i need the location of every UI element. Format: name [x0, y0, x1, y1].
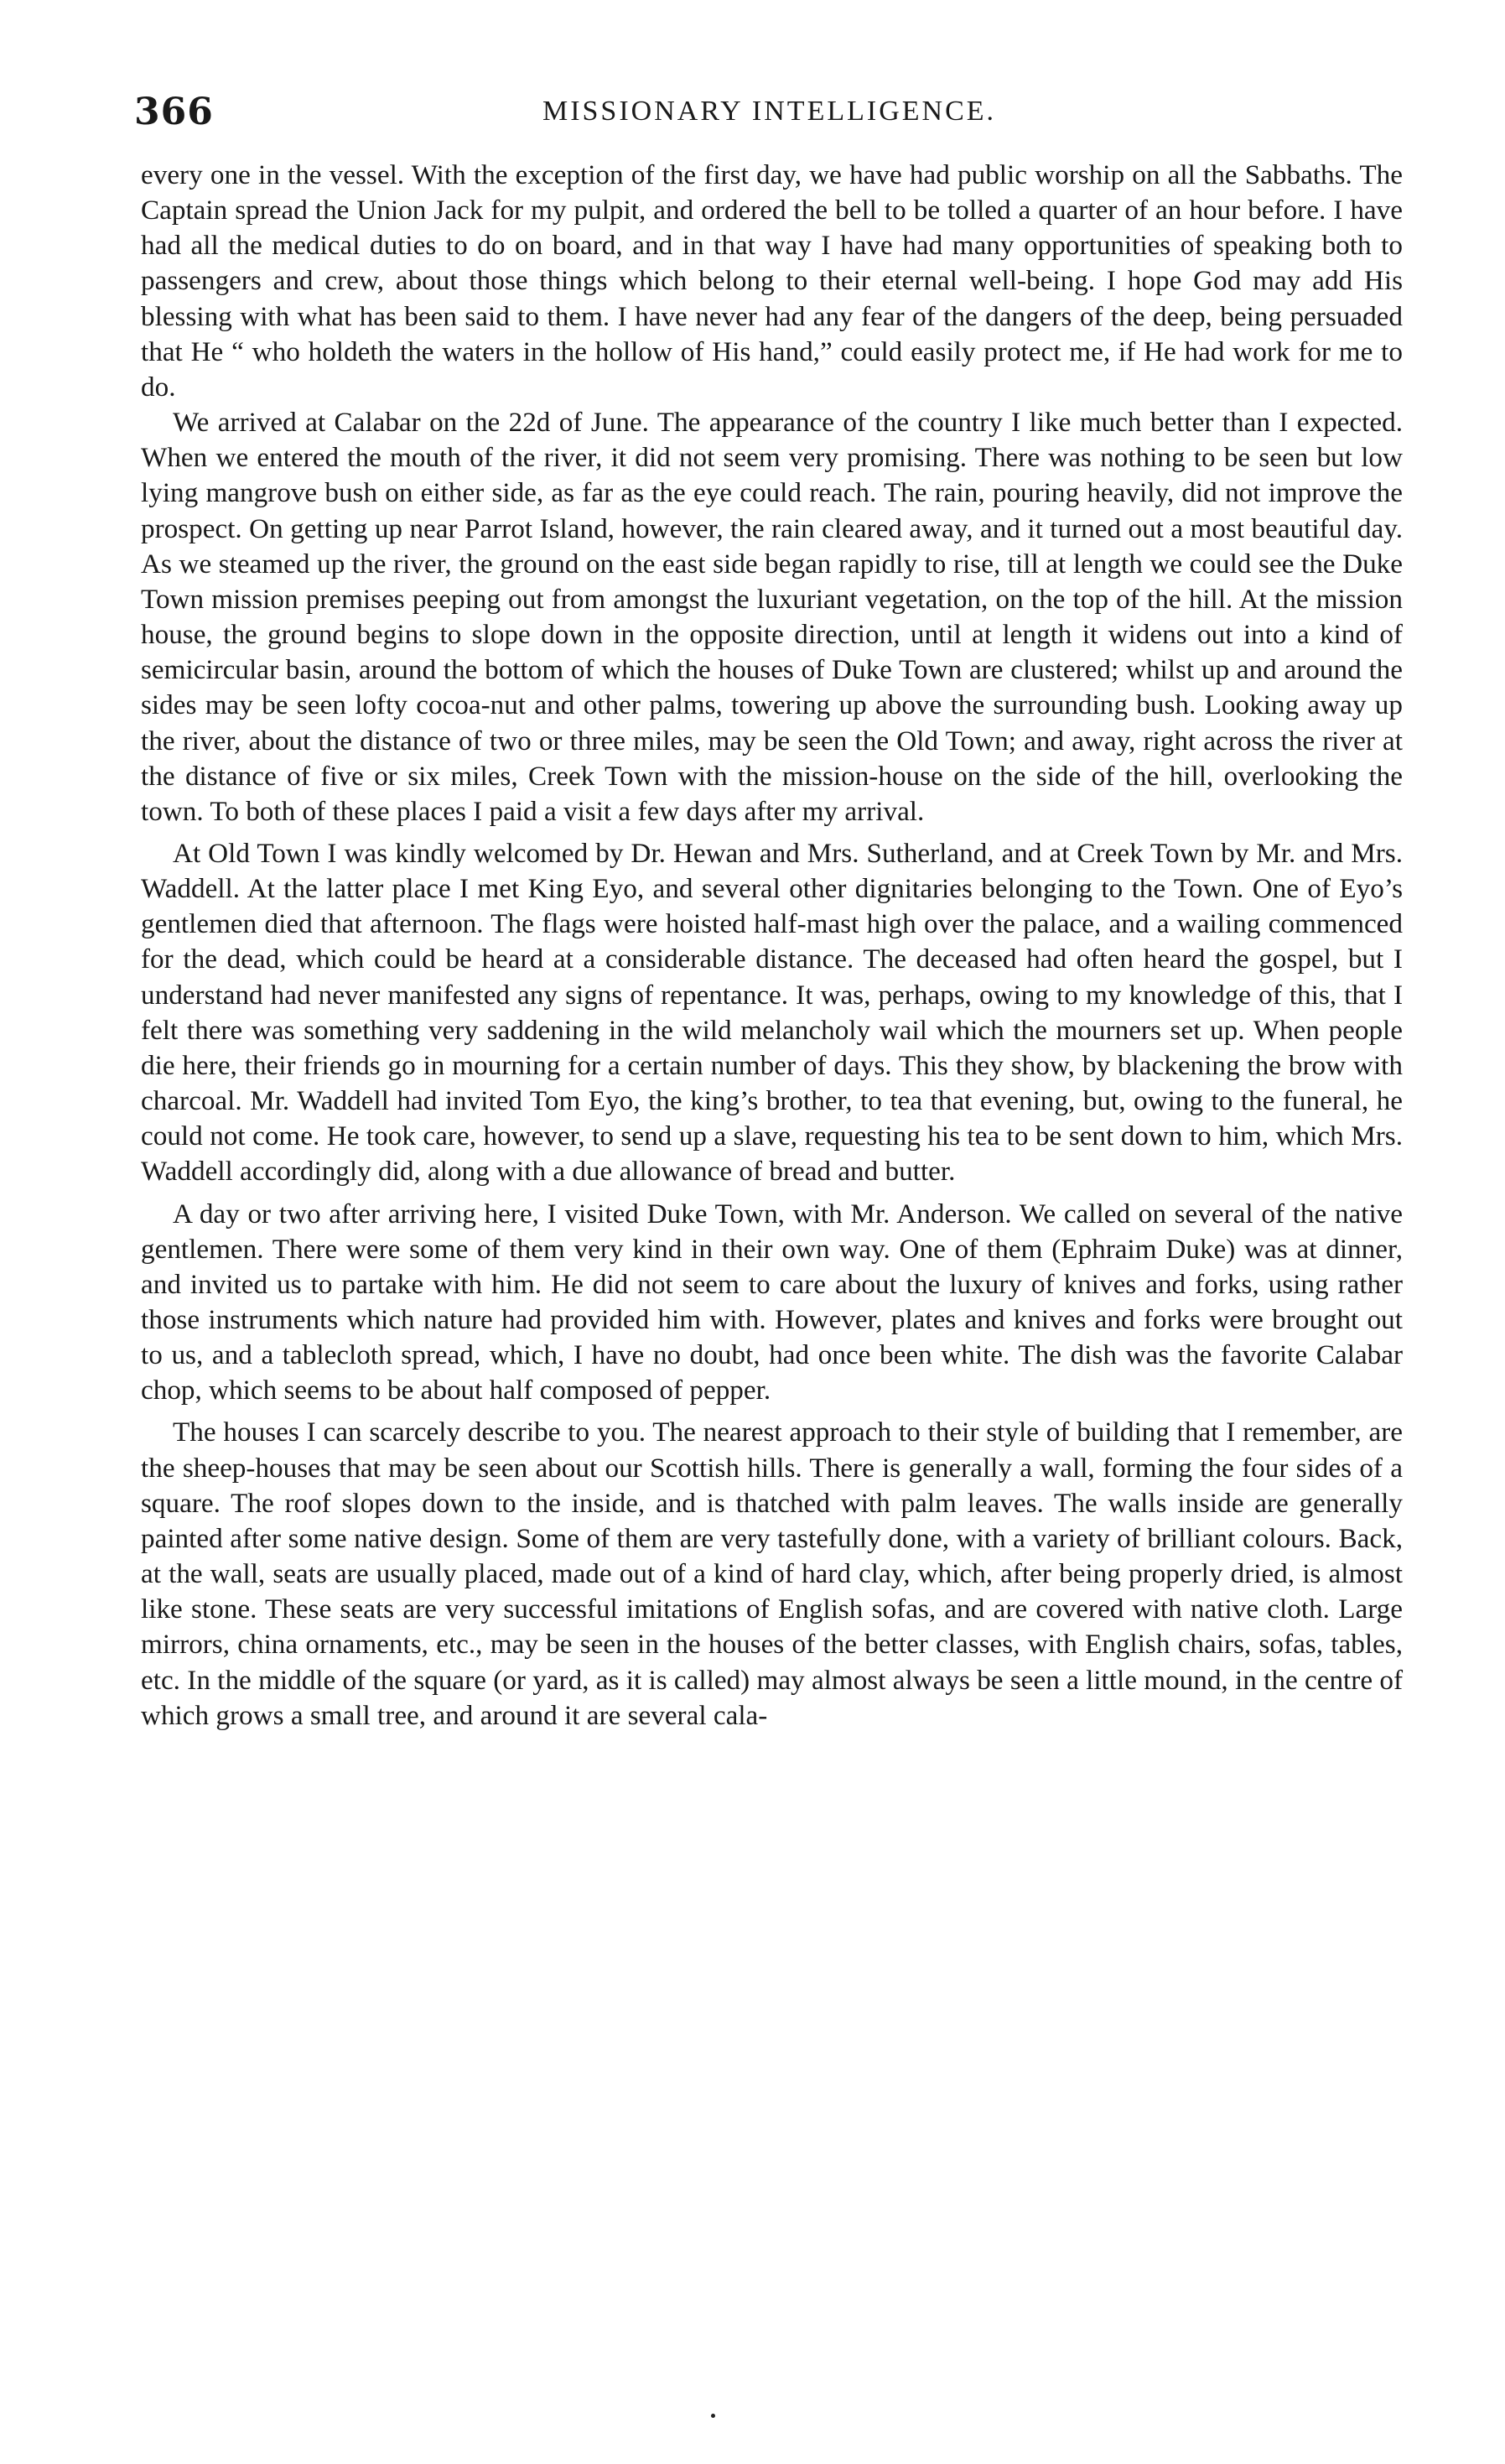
article-body — [141, 158, 1403, 1734]
paragraph-houses: The houses I can scarcely describe to you. The nearest approach to their style of building that I remember, are the sheep-houses that may be seen about our Scottish hills. There is generally a wall, forming the four sides of a square. The roof slopes down to the inside, and is thatched with palm leaves. The walls inside are generally painted after some native design. Some of them are very tastefully done, with a variety of brilliant colours. Back, at the wall, seats are usually placed, made out of a kind of hard clay, which, after being properly dried, is almost like stone. These seats are very successful imitations of English sofas, and are covered with native cloth. Large mirrors, china ornaments, etc., may be seen in the houses of the better classes, with English chairs, sofas, tables, etc. In the middle of the square (or yard, as it is called) may almost always be seen a little mound, in the centre of which grows a small tree, and around it are several cala- — [141, 1417, 1403, 1731]
paragraph-arrival-calabar: We arrived at Calabar on the 22d of June. The appearance of the country I like much better than I expected. When we entered the mouth of the river, it did not seem very promising. There was nothing to be seen but low lying mangrove bush on either side, as far as the eye could reach. The rain, pouring heavily, did not improve the prospect. On getting up near Parrot Island, however, the rain cleared away, and it turned out a most beautiful day. As we steamed up the river, the ground on the east side began rapidly to rise, till at length we could see the Duke Town mission premises peeping out from amongst the luxuriant vegetation, on the top of the hill. At the mission house, the ground begins to slope down in the opposite direction, until at length it widens out into a kind of semicircular basin, around the bottom of which the houses of Duke Town are clustered; whilst up and around the sides may be seen lofty cocoa-nut and other palms, towering up above the surrounding bush. Looking away up the river, about the distance of two or three miles, may be seen the Old Town; and away, right across the river at the distance of five or six miles, Creek Town with the mission-house on the side of the hill, overlooking the town. To both of these places I paid a visit a few days after my arrival. — [141, 407, 1403, 827]
print-speck — [711, 2414, 715, 2418]
running-head — [134, 91, 1404, 138]
journal-title: MISSIONARY INTELLIGENCE. — [542, 96, 997, 127]
paragraph-old-town-creek-town: At Old Town I was kindly welcomed by Dr. Hewan and Mrs. Sutherland, and at Creek Town by Mr. and Mrs. Waddell. At the latter place I met King Eyo, and several other dignitaries belonging to the Town. One of Eyo’s gentlemen died that afternoon. The flags were hoisted half-mast high over the palace, and a wailing commenced for the dead, which could be heard at a considerable distance. The deceased had often heard the gospel, but I understand had never manifested any signs of repentance. It was, perhaps, owing to my knowledge of this, that I felt there was something very saddening in the wild melancholy wail which the mourners set up. When people die here, their friends go in mourning for a certain number of days. This they show, by blackening the brow with charcoal. Mr. Waddell had invited Tom Eyo, the king’s brother, to tea that evening, but, owing to the funeral, he could not come. He took care, however, to send up a slave, requesting his tea to be sent down to him, which Mrs. Waddell accordingly did, along with a due allowance of bread and butter. — [141, 837, 1403, 1188]
paragraph-voyage-worship: every one in the vessel. With the exception of the first day, we have had public worship on all the Sabbaths. The Captain spread the Union Jack for my pulpit, and ordered the bell to be tolled a quarter of an hour before. I have had all the medical duties to do on board, and in that way I have had many opportunities of speaking both to passengers and crew, about those things which belong to their eternal well-being. I hope God may add His blessing with what has been said to them. I have never had any fear of the dangers of the deep, being persuaded that He “ who holdeth the waters in the hollow of His hand,” could easily protect me, if He had work for me to do. — [141, 159, 1403, 403]
page-number: 366 — [134, 91, 214, 133]
paragraph-duke-town-visit: A day or two after arriving here, I visited Duke Town, with Mr. Anderson. We called on several of the native gentlemen. There were some of them very kind in their own way. One of them (Ephraim Duke) was at dinner, and invited us to partake with him. He did not seem to care about the luxury of knives and forks, using rather those instruments which nature had provided him with. However, plates and knives and forks were brought out to us, and a tablecloth spread, which, I have no doubt, had once been white. The dish was the favorite Calabar chop, which seems to be about half composed of pepper. — [141, 1198, 1403, 1406]
